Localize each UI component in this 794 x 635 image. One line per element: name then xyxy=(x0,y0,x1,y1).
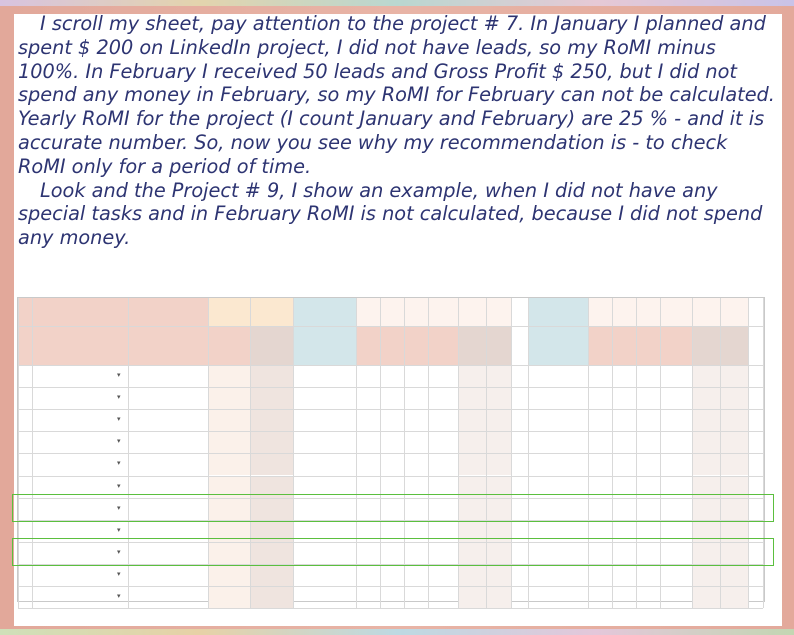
header-project-name xyxy=(128,326,208,365)
row-number xyxy=(18,387,32,409)
feb-cell[interactable] xyxy=(660,365,692,387)
header-romi xyxy=(250,326,293,365)
jan-cell[interactable] xyxy=(458,453,486,475)
category-dropdown-icon[interactable]: ▾ xyxy=(117,547,121,556)
jan-cell[interactable] xyxy=(293,409,356,431)
february-total-gross-profit xyxy=(660,298,692,326)
january-total-budget xyxy=(356,298,380,326)
grid-line xyxy=(18,387,763,388)
row-number xyxy=(18,409,32,431)
jan-cell[interactable] xyxy=(356,387,380,409)
grid-line xyxy=(18,409,763,410)
feb-cell[interactable] xyxy=(612,564,636,586)
february-total-budget xyxy=(588,298,612,326)
paragraph-2: Look and the Project # 9, I show an example, when I did not have any special tasks and in February RoMI is not calculated, because I did not spend any money. xyxy=(18,178,763,250)
row-number xyxy=(18,453,32,475)
feb-cell[interactable] xyxy=(636,564,660,586)
feb-cell[interactable] xyxy=(612,431,636,453)
grid-line xyxy=(18,476,763,477)
project-name-cell[interactable] xyxy=(128,409,208,431)
jan-cell[interactable] xyxy=(404,431,428,453)
feb-cell[interactable] xyxy=(692,431,720,453)
feb-cell[interactable] xyxy=(528,453,588,475)
summary-cost-per-lead xyxy=(222,298,250,326)
category-dropdown-icon[interactable]: ▾ xyxy=(117,393,121,402)
feb-cell[interactable] xyxy=(588,431,612,453)
feb-cell[interactable] xyxy=(692,387,720,409)
sheet-title xyxy=(18,298,208,326)
jan-cell[interactable] xyxy=(404,586,428,608)
jan-cell[interactable] xyxy=(380,586,404,608)
decorative-top-strip xyxy=(0,0,794,6)
february-header-budget xyxy=(588,326,612,365)
february-total-romi xyxy=(720,298,748,326)
feb-cell[interactable] xyxy=(588,365,612,387)
jan-cell[interactable] xyxy=(486,564,511,586)
january-total-spent xyxy=(380,298,404,326)
row-number xyxy=(18,431,32,453)
romi-cell xyxy=(250,387,293,409)
jan-cell[interactable] xyxy=(458,387,486,409)
feb-cell[interactable] xyxy=(636,453,660,475)
feb-cell[interactable] xyxy=(660,564,692,586)
category-cell[interactable] xyxy=(32,387,128,409)
grid-line xyxy=(18,586,763,587)
jan-cell[interactable] xyxy=(356,453,380,475)
january-header-romi xyxy=(486,326,511,365)
feb-cell[interactable] xyxy=(588,387,612,409)
jan-cell[interactable] xyxy=(486,453,511,475)
feb-cell[interactable] xyxy=(692,564,720,586)
header-number xyxy=(18,326,32,365)
jan-cell[interactable] xyxy=(428,365,458,387)
jan-cell[interactable] xyxy=(293,453,356,475)
jan-cell[interactable] xyxy=(428,586,458,608)
jan-cell[interactable] xyxy=(404,387,428,409)
january-header-budget xyxy=(356,326,380,365)
category-dropdown-icon[interactable]: ▾ xyxy=(117,503,121,512)
cost-per-lead-cell xyxy=(208,387,250,409)
feb-cell[interactable] xyxy=(588,409,612,431)
feb-cell[interactable] xyxy=(660,453,692,475)
feb-cell[interactable] xyxy=(588,453,612,475)
jan-cell[interactable] xyxy=(293,365,356,387)
romi-cell xyxy=(250,586,293,608)
january-header-cost-per-lead xyxy=(458,326,486,365)
jan-cell[interactable] xyxy=(458,409,486,431)
jan-cell[interactable] xyxy=(486,409,511,431)
category-dropdown-icon[interactable]: ▾ xyxy=(117,569,121,578)
jan-cell[interactable] xyxy=(380,431,404,453)
project-name-cell[interactable] xyxy=(128,564,208,586)
january-total-gross-profit xyxy=(428,298,458,326)
jan-cell[interactable] xyxy=(293,586,356,608)
jan-cell[interactable] xyxy=(486,365,511,387)
feb-cell[interactable] xyxy=(720,431,748,453)
grid-line xyxy=(18,431,763,432)
jan-cell[interactable] xyxy=(356,409,380,431)
feb-cell[interactable] xyxy=(612,409,636,431)
february-total-leads xyxy=(636,298,660,326)
jan-cell[interactable] xyxy=(486,431,511,453)
cost-per-lead-cell xyxy=(208,586,250,608)
jan-cell[interactable] xyxy=(428,409,458,431)
february-header-gross-profit xyxy=(660,326,692,365)
grid-line xyxy=(18,326,763,327)
feb-cell[interactable] xyxy=(692,453,720,475)
jan-cell[interactable] xyxy=(380,564,404,586)
feb-cell[interactable] xyxy=(636,431,660,453)
jan-cell[interactable] xyxy=(428,564,458,586)
feb-cell[interactable] xyxy=(612,387,636,409)
header-category xyxy=(32,326,128,365)
february-header-romi xyxy=(720,326,748,365)
january-total-romi xyxy=(486,298,511,326)
project-name-cell[interactable] xyxy=(128,387,208,409)
romi-cell xyxy=(250,453,293,475)
decorative-bottom-strip xyxy=(0,629,794,635)
feb-cell[interactable] xyxy=(636,586,660,608)
jan-cell[interactable] xyxy=(458,586,486,608)
romi-cell xyxy=(250,409,293,431)
category-dropdown-icon[interactable]: ▾ xyxy=(117,415,121,424)
row-highlight-7 xyxy=(12,494,774,522)
february-header-leads xyxy=(636,326,660,365)
january-total-cost-per-lead xyxy=(458,298,486,326)
cost-per-lead-cell xyxy=(208,409,250,431)
feb-cell[interactable] xyxy=(720,453,748,475)
jan-cell[interactable] xyxy=(293,564,356,586)
feb-cell[interactable] xyxy=(636,365,660,387)
february-total-cost-per-lead xyxy=(692,298,720,326)
january-header-leads xyxy=(404,326,428,365)
feb-cell[interactable] xyxy=(612,365,636,387)
jan-cell[interactable] xyxy=(458,365,486,387)
jan-cell[interactable] xyxy=(428,431,458,453)
feb-cell[interactable] xyxy=(528,586,588,608)
january-header-spent xyxy=(380,326,404,365)
grid-line xyxy=(18,365,763,366)
jan-cell[interactable] xyxy=(404,453,428,475)
category-cell[interactable] xyxy=(32,564,128,586)
jan-cell[interactable] xyxy=(356,586,380,608)
feb-cell[interactable] xyxy=(720,409,748,431)
category-cell[interactable] xyxy=(32,586,128,608)
feb-cell[interactable] xyxy=(692,365,720,387)
romi-cell xyxy=(250,431,293,453)
feb-cell[interactable] xyxy=(636,387,660,409)
row-number xyxy=(18,586,32,608)
feb-cell[interactable] xyxy=(660,586,692,608)
cost-per-lead-cell xyxy=(208,564,250,586)
summary-currency xyxy=(208,298,222,326)
jan-cell[interactable] xyxy=(404,564,428,586)
category-cell[interactable] xyxy=(32,453,128,475)
paragraph-1: I scroll my sheet, pay attention to the project # 7. In January I planned and spent $ 200 on LinkedIn project, I did not have leads, so my RoMI minus 100%. In February I received 50 leads and Gross Profit $ 250, but I did not spend any money in February, so my RoMI for February can not be calculated. Yearly RoMI for the project (I count January and February) are 25 % - and it is accurate number. So, now you see why my recommendation is - to check RoMI only for a period of time. xyxy=(18,12,775,178)
feb-cell[interactable] xyxy=(692,409,720,431)
category-cell[interactable] xyxy=(32,365,128,387)
feb-cell[interactable] xyxy=(692,586,720,608)
romi-cell xyxy=(250,365,293,387)
jan-cell[interactable] xyxy=(356,365,380,387)
category-cell[interactable] xyxy=(32,409,128,431)
summary-romi xyxy=(250,298,293,326)
jan-cell[interactable] xyxy=(486,586,511,608)
explanation-text xyxy=(18,12,778,250)
jan-cell[interactable] xyxy=(458,431,486,453)
category-dropdown-icon[interactable]: ▾ xyxy=(117,437,121,446)
row-highlight-9 xyxy=(12,538,774,566)
feb-cell[interactable] xyxy=(636,409,660,431)
feb-cell[interactable] xyxy=(588,586,612,608)
february-month-title xyxy=(528,298,588,365)
jan-cell[interactable] xyxy=(356,564,380,586)
feb-cell[interactable] xyxy=(528,409,588,431)
grid-line xyxy=(18,608,763,609)
category-dropdown-icon[interactable]: ▾ xyxy=(117,481,121,490)
feb-cell[interactable] xyxy=(660,409,692,431)
jan-cell[interactable] xyxy=(486,387,511,409)
project-name-cell[interactable] xyxy=(128,453,208,475)
category-dropdown-icon[interactable]: ▾ xyxy=(117,371,121,379)
feb-cell[interactable] xyxy=(528,387,588,409)
feb-cell[interactable] xyxy=(720,564,748,586)
jan-cell[interactable] xyxy=(380,409,404,431)
february-header-cost-per-lead xyxy=(692,326,720,365)
jan-cell[interactable] xyxy=(428,453,458,475)
feb-cell[interactable] xyxy=(660,431,692,453)
header-cost-per-lead xyxy=(208,326,250,365)
jan-cell[interactable] xyxy=(404,409,428,431)
category-dropdown-icon[interactable]: ▾ xyxy=(117,459,121,468)
jan-cell[interactable] xyxy=(293,387,356,409)
feb-cell[interactable] xyxy=(528,365,588,387)
jan-cell[interactable] xyxy=(380,453,404,475)
project-name-cell[interactable] xyxy=(128,431,208,453)
feb-cell[interactable] xyxy=(612,453,636,475)
feb-cell[interactable] xyxy=(720,387,748,409)
jan-cell[interactable] xyxy=(293,431,356,453)
feb-cell[interactable] xyxy=(660,387,692,409)
february-header-spent xyxy=(612,326,636,365)
feb-cell[interactable] xyxy=(528,431,588,453)
row-number xyxy=(18,365,32,387)
project-name-cell[interactable] xyxy=(128,586,208,608)
feb-cell[interactable] xyxy=(612,586,636,608)
january-month-title xyxy=(293,298,356,365)
row-number xyxy=(18,564,32,586)
february-total-spent xyxy=(612,298,636,326)
grid-line xyxy=(18,453,763,454)
jan-cell[interactable] xyxy=(380,365,404,387)
jan-cell[interactable] xyxy=(380,387,404,409)
cost-per-lead-cell xyxy=(208,453,250,475)
feb-cell[interactable] xyxy=(528,564,588,586)
project-name-cell[interactable] xyxy=(128,365,208,387)
jan-cell[interactable] xyxy=(356,431,380,453)
feb-cell[interactable] xyxy=(720,586,748,608)
jan-cell[interactable] xyxy=(428,387,458,409)
feb-cell[interactable] xyxy=(720,365,748,387)
january-header-gross-profit xyxy=(428,326,458,365)
marketing-planner-sheet xyxy=(17,297,765,602)
jan-cell[interactable] xyxy=(404,365,428,387)
cost-per-lead-cell xyxy=(208,365,250,387)
category-cell[interactable] xyxy=(32,431,128,453)
cost-per-lead-cell xyxy=(208,431,250,453)
category-dropdown-icon[interactable]: ▾ xyxy=(117,592,121,600)
jan-cell[interactable] xyxy=(458,564,486,586)
january-total-leads xyxy=(404,298,428,326)
romi-cell xyxy=(250,564,293,586)
feb-cell[interactable] xyxy=(588,564,612,586)
category-dropdown-icon[interactable]: ▾ xyxy=(117,525,121,534)
